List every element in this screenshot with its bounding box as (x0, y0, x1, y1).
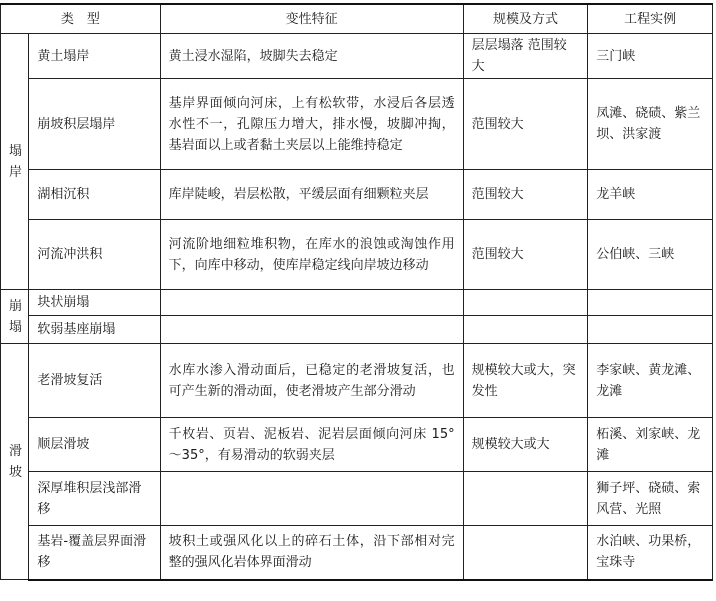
table-row (1, 526, 713, 580)
row-example (588, 316, 713, 344)
header-features: 变性特征 (160, 4, 463, 34)
category-collapse: 崩塌 (1, 290, 29, 344)
row-example: 凤滩、硗碛、紫兰坝、洪家渡 (588, 79, 713, 170)
row-feature: 河流阶地细粒堆积物，在库水的浪蚀或淘蚀作用下，向库中移动，使库岸稳定线向岸坡边移动 (160, 220, 463, 290)
row-feature (160, 316, 463, 344)
table-row (1, 344, 713, 418)
row-scale (463, 316, 588, 344)
row-type-name: 基岩-覆盖层界面滑移 (29, 526, 160, 580)
header-examples: 工程实例 (588, 4, 713, 34)
row-example: 狮子坪、硗碛、索风营、光照 (588, 472, 713, 526)
table-row (1, 316, 713, 344)
row-feature: 水库水渗入滑动面后，已稳定的老滑坡复活，也可产生新的滑动面，使老滑坡产生部分滑动 (160, 344, 463, 418)
header-scale: 规模及方式 (463, 4, 588, 34)
row-example: 李家峡、黄龙滩、龙滩 (588, 344, 713, 418)
table-row (1, 170, 713, 220)
row-scale (463, 290, 588, 316)
header-type: 类 型 (1, 4, 161, 34)
row-feature: 坡积土或强风化以上的碎石土体，沿下部相对完整的强风化岩体界面滑动 (160, 526, 463, 580)
row-feature: 黄土浸水湿陷，坡脚失去稳定 (160, 34, 463, 79)
row-scale: 范围较大 (463, 220, 588, 290)
table-row (1, 34, 713, 79)
row-example: 公伯峡、三峡 (588, 220, 713, 290)
row-type-name: 河流冲洪积 (29, 220, 160, 290)
row-example: 三门峡 (588, 34, 713, 79)
row-example: 水泊峡、功果桥，宝珠寺 (588, 526, 713, 580)
category-collapse-bank: 塌岸 (1, 34, 29, 290)
table-header-row (1, 4, 713, 34)
row-scale (463, 526, 588, 580)
row-type-name: 老滑坡复活 (29, 344, 160, 418)
row-feature: 基岸界面倾向河床，上有松软带，水浸后各层透水性不一，孔隙压力增大，排水慢，坡脚冲掏，基岩面以上或者黏土夹层以上能维持稳定 (160, 79, 463, 170)
table-row (1, 472, 713, 526)
row-type-name: 块状崩塌 (29, 290, 160, 316)
row-feature: 库岸陡峻，岩层松散，平缓层面有细颗粒夹层 (160, 170, 463, 220)
row-type-name: 崩坡积层塌岸 (29, 79, 160, 170)
row-type-name: 湖相沉积 (29, 170, 160, 220)
row-scale: 范围较大 (463, 79, 588, 170)
row-scale (463, 472, 588, 526)
row-scale: 规模较大或大 (463, 418, 588, 472)
row-feature (160, 472, 463, 526)
row-example: 柘溪、刘家峡、龙滩 (588, 418, 713, 472)
row-scale: 规模较大或大，突发性 (463, 344, 588, 418)
row-feature (160, 290, 463, 316)
row-scale: 层层塌落 范围较大 (463, 34, 588, 79)
reservoir-bank-deformation-table (0, 3, 713, 581)
category-landslide: 滑坡 (1, 344, 29, 580)
row-type-name: 顺层滑坡 (29, 418, 160, 472)
row-type-name: 软弱基座崩塌 (29, 316, 160, 344)
table-row (1, 418, 713, 472)
table-row (1, 220, 713, 290)
row-example (588, 290, 713, 316)
row-feature: 千枚岩、页岩、泥板岩、泥岩层面倾向河床 15°～35°，有易滑动的软弱夹层 (160, 418, 463, 472)
row-type-name: 黄土塌岸 (29, 34, 160, 79)
table-row (1, 290, 713, 316)
table-row (1, 79, 713, 170)
row-example: 龙羊峡 (588, 170, 713, 220)
row-type-name: 深厚堆积层浅部滑移 (29, 472, 160, 526)
row-scale: 范围较大 (463, 170, 588, 220)
